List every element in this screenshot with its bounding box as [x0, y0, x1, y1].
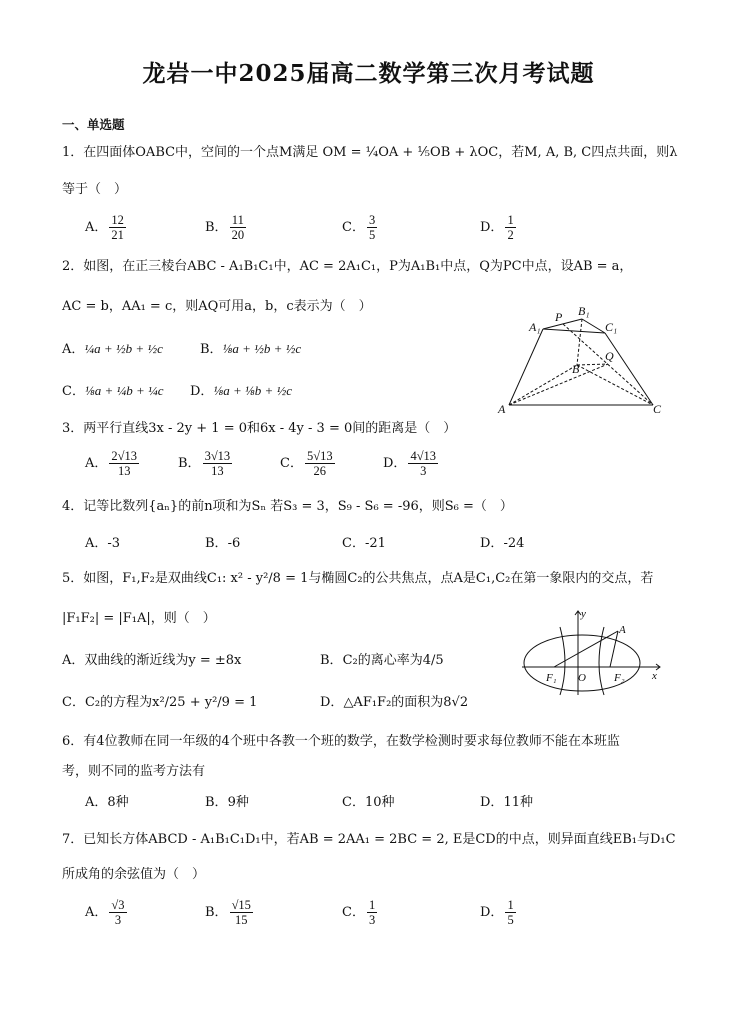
label-x-axis: x [652, 670, 657, 682]
label-f2: F₂ [614, 672, 625, 684]
q3-option-d: D． $\frac{4√13}{3}$ [383, 449, 437, 478]
label-p: P [555, 310, 563, 324]
q7-option-a: A． $\frac{√3}{3}$ [85, 898, 125, 927]
q6-option-b: B．9种 [205, 795, 249, 810]
q6-option-d: D．11种 [480, 795, 533, 810]
label-c: C [653, 402, 662, 416]
label-b: B [572, 362, 580, 376]
q4-option-a: A．-3 [85, 536, 121, 551]
q5-option-d: D．△AF₁F₂的面积为8√2 [320, 695, 469, 710]
q1-option-a: A． $\frac{12}{21}$ [85, 213, 124, 242]
q2-option-d: D．⅛a + ⅛b + ½c [190, 383, 293, 399]
q1-stem-line-1: 1．在四面体OABC中，空间的一个点M满足 OM = ¼OA + ⅕OB + λOC，若M, A, B, C四点共面，则λ [62, 145, 678, 160]
q5-stem-line-1: 5．如图，F₁,F₂是双曲线C₁: x² - y²/8 = 1与椭圆C₂的公共焦点，点A是C₁,C₂在第一象限内的交点，若 [62, 571, 654, 586]
q6-option-c: C．10种 [342, 795, 395, 810]
label-a: A [498, 402, 506, 416]
q6-option-a: A．8种 [85, 795, 129, 810]
label-origin: O [578, 672, 586, 684]
q7-stem-line-1: 7．已知长方体ABCD - A₁B₁C₁D₁中，若AB = 2AA₁ = 2BC = 2, E是CD的中点，则异面直线EB₁与D₁C [62, 832, 676, 847]
q4-option-d: D．-24 [480, 536, 525, 551]
q5-option-c: C．C₂的方程为x²/25 + y²/9 = 1 [62, 695, 258, 710]
q7-option-b: B． $\frac{√15}{15}$ [205, 898, 251, 927]
label-q: Q [605, 349, 614, 363]
q3-option-b: B． $\frac{3√13}{13}$ [178, 449, 231, 478]
q5-stem-line-2: |F₁F₂| = |F₁A|，则（ ） [62, 611, 216, 626]
q2-stem-line-2: AC = b，AA₁ = c，则AQ可用a，b，c表示为（ ） [62, 299, 372, 314]
q7-stem-line-2: 所成角的余弦值为（ ） [62, 867, 206, 882]
label-a-point: A [619, 624, 626, 636]
q1-option-b: B． $\frac{11}{20}$ [205, 213, 245, 242]
label-y-axis: y [581, 608, 586, 620]
ellipse-hyperbola-figure [518, 605, 668, 700]
frustum-figure [495, 305, 670, 417]
q7-option-c: C． $\frac{1}{3}$ [342, 898, 376, 927]
q6-stem-line-2: 考，则不同的监考方法有 [62, 764, 206, 779]
q1-option-c: C． $\frac{3}{5}$ [342, 213, 376, 242]
q2-stem-line-1: 2．如图，在正三棱台ABC - A₁B₁C₁中，AC = 2A₁C₁，P为A₁B₁中点，Q为PC中点，设AB = a， [62, 259, 633, 274]
q4-option-c: C．-21 [342, 536, 386, 551]
q2-option-c: C．⅛a + ¼b + ¼c [62, 383, 164, 399]
q4-stem-line-1: 4．记等比数列{aₙ}的前n项和为Sₙ 若S₃ = 3，S₉ - S₆ = -96，则S₆ =（ ） [62, 499, 513, 514]
q5-option-b: B．C₂的离心率为4/5 [320, 653, 444, 668]
q5-option-a: A．双曲线的渐近线为y = ±8x [62, 653, 242, 668]
label-b1: B₁ [578, 305, 590, 318]
label-c1: C₁ [605, 320, 618, 334]
q3-option-a: A． $\frac{2√13}{13}$ [85, 449, 138, 478]
q6-stem-line-1: 6．有4位教师在同一年级的4个班中各教一个班的数学，在数学检测时要求每位教师不能在本班监 [62, 734, 620, 749]
q2-option-b: B．⅛a + ½b + ½c [200, 341, 302, 357]
q7-option-d: D． $\frac{1}{5}$ [480, 898, 514, 927]
section-heading: 一、单选题 [62, 117, 125, 132]
q1-option-d: D． $\frac{1}{2}$ [480, 213, 514, 242]
label-f1: F₁ [546, 672, 557, 684]
q4-option-b: B．-6 [205, 536, 241, 551]
q1-stem-line-2: 等于（ ） [62, 182, 128, 197]
page-title: 龙岩一中2025届高二数学第三次月考试题 [142, 60, 595, 87]
label-a1: A₁ [529, 320, 541, 334]
q3-option-c: C． $\frac{5√13}{26}$ [280, 449, 333, 478]
q3-stem-line-1: 3．两平行直线3x - 2y + 1 = 0和6x - 4y - 3 = 0间的距离是（ ） [62, 421, 457, 436]
q2-option-a: A．¼a + ½b + ½c [62, 341, 163, 357]
